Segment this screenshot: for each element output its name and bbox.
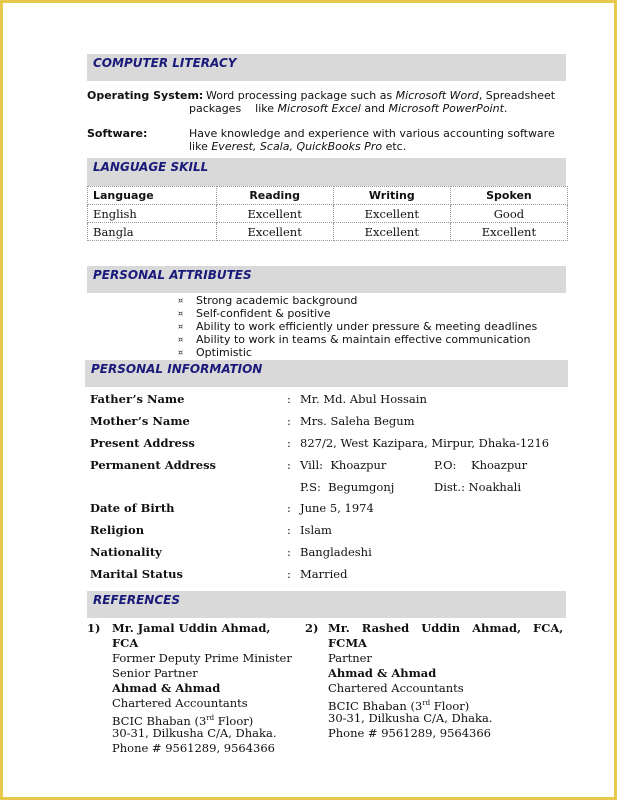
bullet-icon: ¤ [178,348,184,357]
permanent-address-label: Permanent Address [90,458,217,472]
table-cell: Excellent [450,223,567,241]
ref2-address-2: 30-31, Dilkusha C/A, Dhaka. [328,711,493,725]
personal-information-header: PERSONAL INFORMATION [85,360,568,387]
list-item: ¤ Self-confident & positive [178,307,331,320]
list-item: ¤ Strong academic background [178,294,358,307]
permanent-dist: Dist.: Noakhali [434,480,522,494]
os-text-line-1: Word processing package such as Microsoft Word, Spreadsheet [206,89,556,102]
colon: : [287,414,291,428]
colon: : [287,458,291,472]
language-skill-table [87,186,568,241]
table-cell: English [88,205,217,223]
column-header: Language [88,187,217,205]
table-cell: Excellent [216,223,333,241]
ref1-address-1: BCIC Bhaban (3rd Floor) [112,713,254,728]
ref2-name-line-2: FCMA [328,636,367,650]
ref2-name-line-1: Mr. Rashed Uddin Ahmad, FCA, [328,621,564,635]
column-header: Spoken [450,187,567,205]
colon: : [287,436,291,450]
bullet-icon: ¤ [178,296,184,305]
list-item: ¤ Ability to work in teams & maintain effective communication [178,333,531,346]
table-cell: Excellent [333,223,450,241]
permanent-vill: Vill: Khoazpur [300,458,387,472]
table-cell: Good [450,205,567,223]
software-text-line-1: Have knowledge and experience with various accounting software [189,127,555,140]
table-cell: Excellent [333,205,450,223]
ref2-phone: Phone # 9561289, 9564366 [328,726,491,740]
ref1-position-1: Former Deputy Prime Minister [112,651,292,665]
ref1-firm: Ahmad & Ahmad [112,681,221,695]
table-row [88,205,568,223]
column-header: Reading [216,187,333,205]
ref1-name-line-1: Mr. Jamal Uddin Ahmad, [112,621,271,635]
nationality-label: Nationality [90,545,162,559]
software-text-line-2: like Everest, Scala, QuickBooks Pro etc. [189,140,407,153]
ref1-address-2: 30-31, Dilkusha C/A, Dhaka. [112,726,277,740]
os-label: Operating System: [87,89,204,102]
ref1-phone: Phone # 9561289, 9564366 [112,741,275,755]
table-cell: Bangla [88,223,217,241]
ref1-firm-type: Chartered Accountants [112,696,248,710]
ref1-position-2: Senior Partner [112,666,198,680]
dob-value: June 5, 1974 [300,501,374,515]
mothers-name-label: Mother’s Name [90,414,190,428]
ref1-number: 1) [87,621,101,635]
fathers-name-label: Father’s Name [90,392,185,406]
table-header-row [88,187,568,205]
bullet-icon: ¤ [178,309,184,318]
colon: : [287,523,291,537]
os-text-line-2: packages like Microsoft Excel and Microsoft PowerPoint. [189,102,508,115]
marital-status-value: Married [300,567,348,581]
colon: : [287,501,291,515]
colon: : [287,545,291,559]
list-item: ¤ Optimistic [178,346,252,359]
colon: : [287,392,291,406]
bullet-icon: ¤ [178,335,184,344]
permanent-ps: P.S: Begumgonj [300,480,395,494]
ref2-firm: Ahmad & Ahmad [328,666,437,680]
language-skill-header: LANGUAGE SKILL [87,158,566,186]
computer-literacy-header: COMPUTER LITERACY [87,54,566,81]
permanent-po: P.O: Khoazpur [434,458,528,472]
colon: : [287,567,291,581]
ref2-address-1: BCIC Bhaban (3rd Floor) [328,698,470,713]
list-item: ¤ Ability to work efficiently under pressure & meeting deadlines [178,320,538,333]
references-header: REFERENCES [87,591,566,618]
attributes-list [178,294,537,359]
ref2-firm-type: Chartered Accountants [328,681,464,695]
present-address-label: Present Address [90,436,195,450]
table-cell: Excellent [216,205,333,223]
personal-attributes-header: PERSONAL ATTRIBUTES [87,266,566,293]
table-row [88,223,568,241]
column-header: Writing [333,187,450,205]
nationality-value: Bangladeshi [300,545,372,559]
religion-value: Islam [300,523,332,537]
ref2-role: Partner [328,651,372,665]
mothers-name-value: Mrs. Saleha Begum [300,414,415,428]
ref2-number: 2) [305,621,319,635]
present-address-value: 827/2, West Kazipara, Mirpur, Dhaka-1216 [300,436,550,450]
bullet-icon: ¤ [178,322,184,331]
software-label: Software: [87,127,148,140]
religion-label: Religion [90,523,145,537]
fathers-name-value: Mr. Md. Abul Hossain [300,392,427,406]
dob-label: Date of Birth [90,501,175,515]
ref1-name-line-2: FCA [112,636,139,650]
marital-status-label: Marital Status [90,567,183,581]
